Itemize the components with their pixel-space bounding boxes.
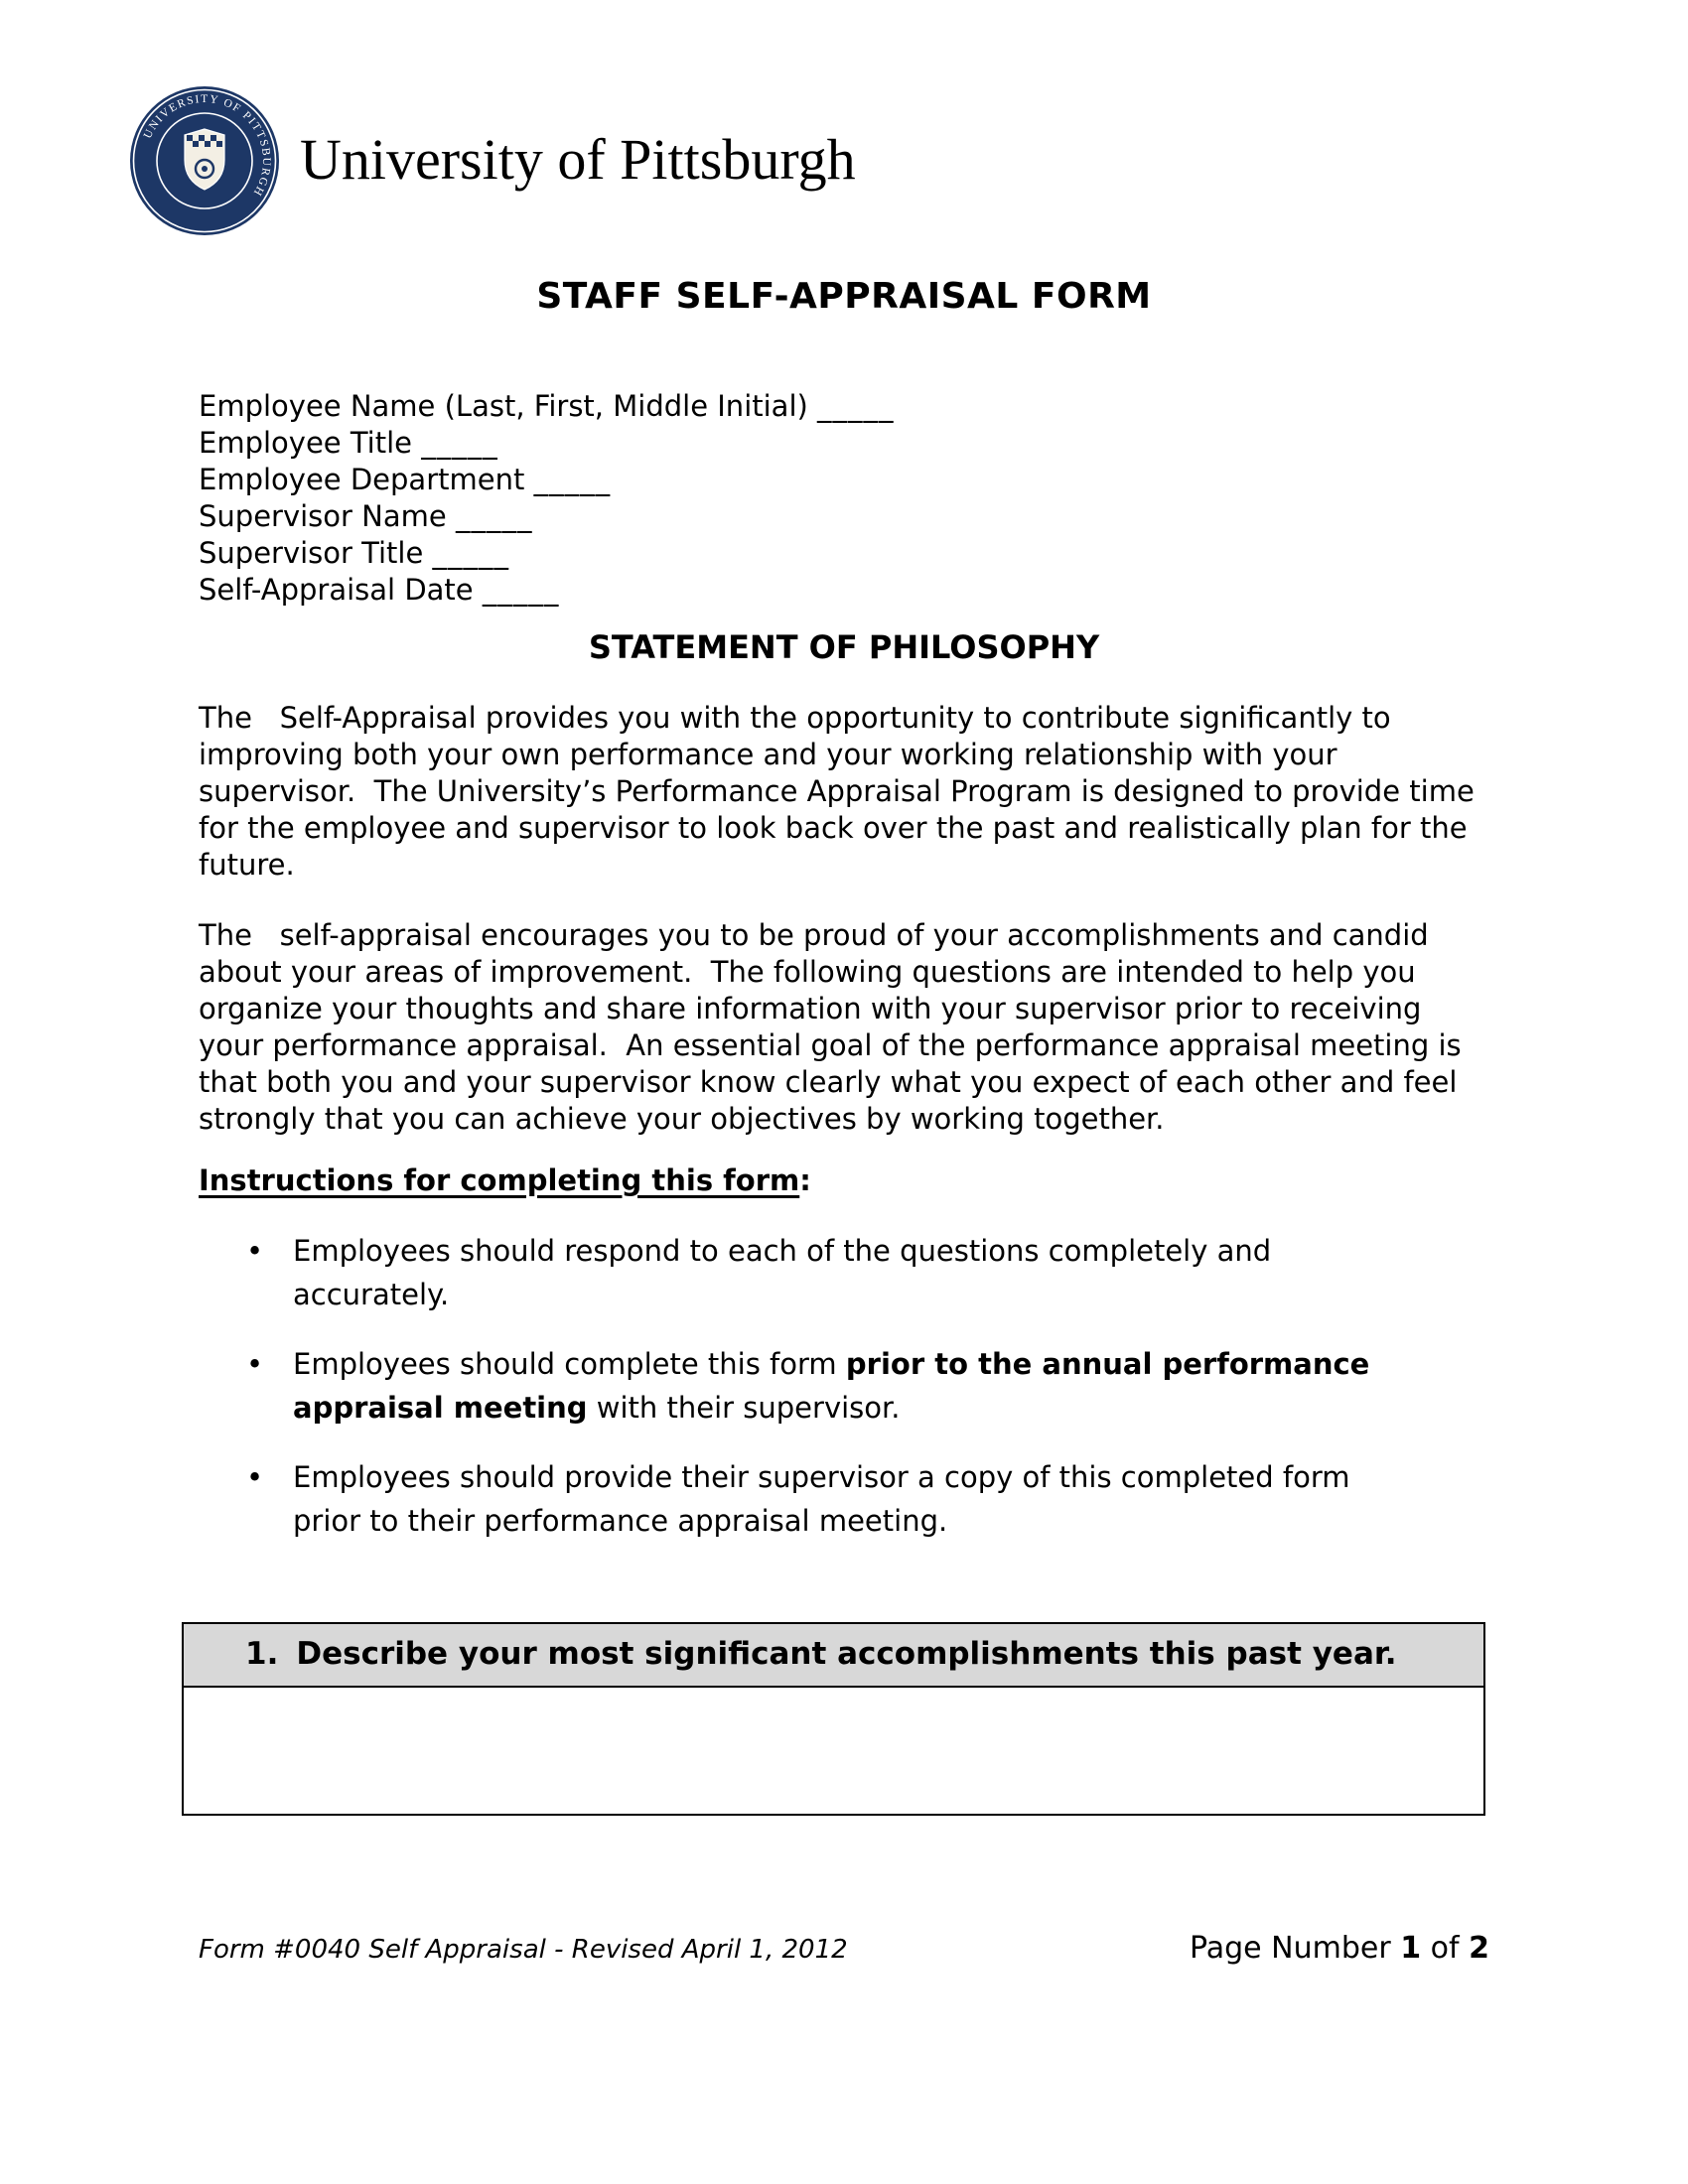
field-employee-name <box>199 388 1489 425</box>
university-wordmark: University of Pittsburgh <box>300 126 856 192</box>
university-seal-icon <box>129 85 280 236</box>
philosophy-paragraph-1: The Self-Appraisal provides you with the opportunity to contribute significantly to improving both your own performance and your working relationship with your supervisor. The University’s Performance Appraisal Program is designed to provide time for the employee and supervisor to look back over the past and realistically plan for the future. <box>199 701 1484 882</box>
question-number: 1. <box>245 1636 279 1672</box>
field-blank[interactable]: _____ <box>432 536 510 570</box>
field-employee-department <box>199 462 1489 498</box>
field-label: Self-Appraisal Date <box>199 573 474 607</box>
page-number-of: of <box>1430 1931 1460 1966</box>
list-item: • Employees should respond to each of the questions completely and accurately. <box>246 1229 1398 1316</box>
list-item: • Employees should complete this form prior to the annual performance appraisal meeting with their supervisor. <box>246 1342 1398 1430</box>
field-label: Employee Title <box>199 426 412 460</box>
page-number-current: 1 <box>1400 1931 1422 1966</box>
instructions-heading-colon: : <box>799 1163 811 1197</box>
instructions-heading <box>199 1163 1489 1197</box>
question-1-box <box>182 1622 1485 1816</box>
field-employee-title <box>199 425 1489 462</box>
field-label: Employee Name (Last, First, Middle Initial) <box>199 389 808 423</box>
question-1-answer-area[interactable] <box>184 1688 1483 1814</box>
form-title: STAFF SELF-APPRAISAL FORM <box>536 276 1152 317</box>
field-blank[interactable]: _____ <box>533 463 612 496</box>
field-blank[interactable]: _____ <box>421 426 498 460</box>
seal-ring-text: UNIVERSITY OF PITTSBURGH <box>141 92 273 200</box>
university-logo <box>129 85 1489 236</box>
field-blank[interactable]: _____ <box>817 389 895 423</box>
instructions-heading-text: Instructions for completing this form <box>199 1163 800 1197</box>
field-label: Supervisor Title <box>199 536 424 570</box>
page-number-total: 2 <box>1469 1931 1489 1966</box>
page-number-label: Page Number <box>1190 1931 1391 1966</box>
field-self-appraisal-date <box>199 572 1489 609</box>
list-item: • Employees should provide their supervisor a copy of this completed form prior to their performance appraisal meeting. <box>246 1455 1398 1543</box>
question-1-header <box>184 1624 1483 1688</box>
page-number <box>1190 1931 1489 1966</box>
field-blank[interactable]: _____ <box>482 573 560 607</box>
field-supervisor-name <box>199 498 1489 535</box>
field-label: Supervisor Name <box>199 499 447 533</box>
philosophy-paragraph-2: The self-appraisal encourages you to be proud of your accomplishments and candid about your areas of improvement. The following questions are intended to help you organize your thoughts and share information with your supervisor prior to receiving your performance appraisal. An essential goal of the performance appraisal meeting is that both you and your supervisor know clearly what you expect of each other and feel strongly that you can achieve your objectives by working together. <box>199 918 1471 1136</box>
field-label: Employee Department <box>199 463 525 496</box>
page-footer <box>199 1931 1489 1966</box>
employee-info-fields <box>199 388 1489 609</box>
instructions-list <box>199 1229 1489 1543</box>
philosophy-heading: STATEMENT OF PHILOSOPHY <box>588 628 1100 666</box>
question-text: Describe your most significant accomplishments this past year. <box>296 1636 1397 1672</box>
field-blank[interactable]: _____ <box>455 499 533 533</box>
field-supervisor-title <box>199 535 1489 572</box>
form-id-text: Form #0040 Self Appraisal - Revised April 1, 2012 <box>199 1935 848 1965</box>
